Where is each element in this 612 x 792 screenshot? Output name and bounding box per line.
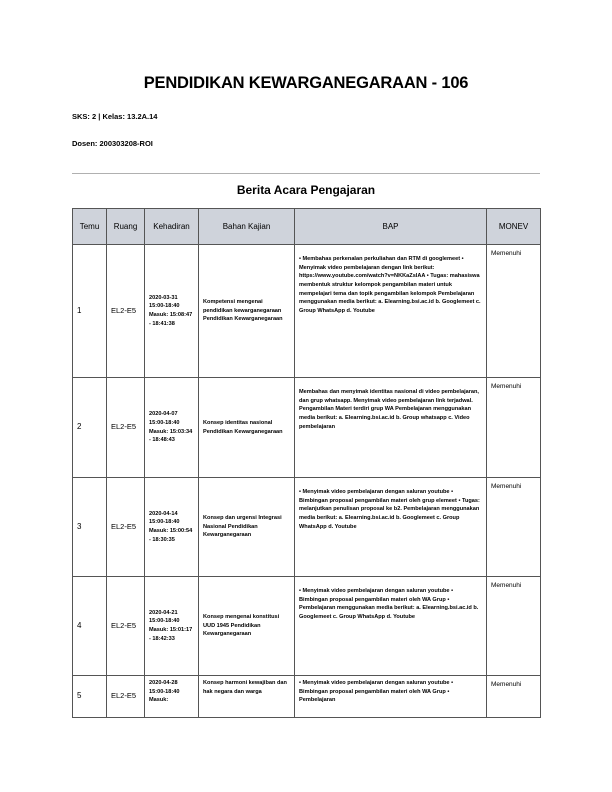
cell-temu: 2 (73, 378, 107, 478)
cell-bahan-kajian: Kompetensi mengenai pendidikan kewarganegaraan Pendidikan Kewarganegaraan (199, 245, 295, 378)
column-header-bahan-kajian: Bahan Kajian (199, 209, 295, 245)
cell-monev: Memenuhi (487, 577, 541, 676)
cell-bahan-kajian: Konsep mengenai konstitusi UUD 1945 Pendidikan Kewarganegaraan (199, 577, 295, 676)
table-row (73, 478, 541, 577)
cell-kehadiran: 2020-04-21 15:00-18:40 Masuk: 15:01:17 - 18:42:33 (145, 577, 199, 676)
cell-kehadiran: 2020-04-14 15:00-18:40 Masuk: 15:00:54 - 18:30:35 (145, 478, 199, 577)
cell-temu: 5 (73, 676, 107, 718)
cell-bap: • Menyimak video pembelajaran dengan saluran youtube • Bimbingan proposal pengambilan materi oleh WA Grup • Pembelajaran (295, 676, 487, 718)
bap-table (72, 208, 541, 718)
column-header-monev: MONEV (487, 209, 541, 245)
sks-kelas-line: SKS: 2 | Kelas: 13.2A.14 (72, 112, 158, 121)
table-header-row (73, 209, 541, 245)
section-title: Berita Acara Pengajaran (236, 183, 376, 197)
table-row (73, 676, 541, 718)
table-row (73, 378, 541, 478)
cell-temu: 1 (73, 245, 107, 378)
cell-kehadiran: 2020-03-31 15:00-18:40 Masuk: 15:08:47 - 18:41:38 (145, 245, 199, 378)
cell-bahan-kajian: Konsep harmoni kewajiban dan hak negara dan warga (199, 676, 295, 718)
cell-kehadiran: 2020-04-28 15:00-18:40 Masuk: (145, 676, 199, 718)
cell-bahan-kajian: Konsep dan urgensi Integrasi Nasional Pendidikan Kewarganegaraan (199, 478, 295, 577)
dosen-line: Dosen: 200303208-ROI (72, 139, 153, 148)
column-header-ruang: Ruang (107, 209, 145, 245)
cell-bap: • Menyimak video pembelajaran dengan saluran youtube • Bimbingan proposal pengambilan materi oleh WA Grup • Pembelajaran menggunakan media berikut: a. Elearning.bsi.ac.id b. Googlemeet c. Group WhatsApp d. Youtube (295, 577, 487, 676)
cell-monev: Memenuhi (487, 676, 541, 718)
column-header-bap: BAP (295, 209, 487, 245)
cell-ruang: EL2-E5 (107, 245, 145, 378)
column-header-kehadiran: Kehadiran (145, 209, 199, 245)
page-title: PENDIDIKAN KEWARGANEGARAAN - 106 (143, 74, 469, 92)
column-header-temu: Temu (73, 209, 107, 245)
cell-monev: Memenuhi (487, 378, 541, 478)
cell-temu: 4 (73, 577, 107, 676)
cell-ruang: EL2-E5 (107, 676, 145, 718)
cell-ruang: EL2-E5 (107, 378, 145, 478)
table-row (73, 245, 541, 378)
header-divider (72, 173, 540, 174)
cell-bap: • Membahas perkenalan perkuliahan dan RTM di googlemeet • Menyimak video pembelajaran dengan link berikut: https://www.youtube.com/watch?v=NKKaZsIAA • Tugas: mahasiswa membentuk struktur kelompok pengambilan materi untuk mempelajari tema dan topik pengambilan kelompok Pembelajaran menggunakan media berikut: a. Elearning.bsi.ac.id b. Googlemeet c. Group WhatsApp d. Youtube (295, 245, 487, 378)
cell-bap: • Menyimak video pembelajaran dengan saluran youtube • Bimbingan proposal pengambilan materi oleh grup elemeet • Tugas: melanjutkan penulisan proposal ke b2. Pembelajaran menggunakan media berikut: a. Elearning.bsi.ac.id b. Googlemeet c. Group WhatsApp d. Youtube (295, 478, 487, 577)
cell-bahan-kajian: Konsep identitas nasional Pendidikan Kewarganegaraan (199, 378, 295, 478)
cell-monev: Memenuhi (487, 478, 541, 577)
cell-ruang: EL2-E5 (107, 478, 145, 577)
table-row (73, 577, 541, 676)
cell-temu: 3 (73, 478, 107, 577)
cell-monev: Memenuhi (487, 245, 541, 378)
cell-ruang: EL2-E5 (107, 577, 145, 676)
cell-kehadiran: 2020-04-07 15:00-18:40 Masuk: 15:03:34 - 18:48:43 (145, 378, 199, 478)
cell-bap: Membahas dan menyimak identitas nasional di video pembelajaran, dan grup whatsapp. Menyimak video pembelajaran link terjadwal. Pengambilan Materi terdiri grup WA Pembelajaran menggunakan media berikut: a. Elearning.bsi.ac.id b. Group whatsapp c. Video pembelajaran (295, 378, 487, 478)
